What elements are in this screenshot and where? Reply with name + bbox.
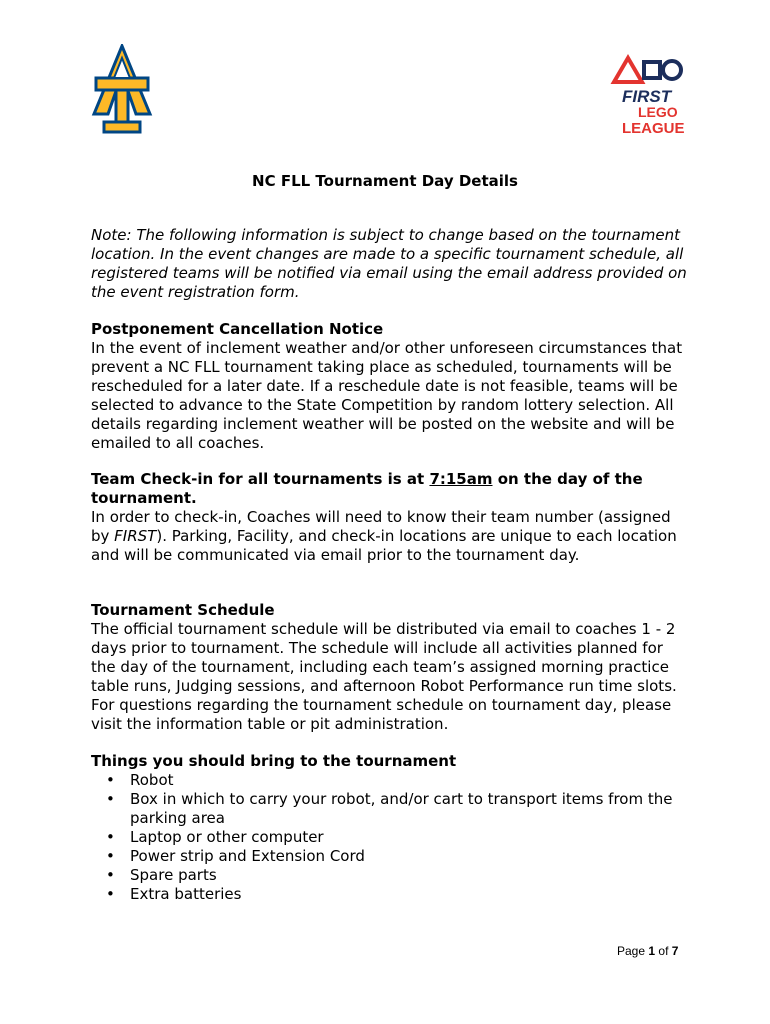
checkin-heading-post: on the day of the tournament. bbox=[91, 470, 643, 507]
of-label: of bbox=[658, 944, 669, 958]
list-item: • Box in which to carry your robot, and/or cart to transport items from the parking area bbox=[91, 790, 691, 828]
schedule-body: The official tournament schedule will be distributed via email to coaches 1 - 2 days prior to tournament. The schedule will include all activities planned for the day of the tournament, including each team’s assigned morning practice table runs, Judging sessions, and afternoon Robot Performance run time slots. For questions regarding the tournament schedule on tournament day, please visit the information table or pit administration. bbox=[91, 620, 677, 733]
checkin-body-pre: In order to check-in, Coaches will need to know their team number (assigned by bbox=[91, 508, 671, 545]
schedule-section bbox=[91, 601, 691, 734]
checkin-section bbox=[91, 470, 691, 565]
list-item: • Robot bbox=[91, 771, 691, 790]
postponement-heading: Postponement Cancellation Notice bbox=[91, 320, 384, 338]
page-footer bbox=[617, 944, 678, 958]
checkin-time: 7:15am bbox=[429, 470, 493, 488]
bring-list bbox=[91, 771, 691, 904]
checkin-heading-pre: Team Check-in for all tournaments is at bbox=[91, 470, 430, 488]
list-item: • Extra batteries bbox=[91, 885, 691, 904]
page-current: 1 bbox=[648, 944, 656, 958]
lego-text: LEGO bbox=[638, 104, 678, 120]
page-title: NC FLL Tournament Day Details bbox=[252, 172, 518, 190]
checkin-body-post: ). Parking, Facility, and check-in locations are unique to each location and will be communicated via email prior to the tournament day. bbox=[91, 527, 677, 564]
bring-heading: Things you should bring to the tournament bbox=[91, 752, 457, 770]
checkin-body bbox=[91, 508, 691, 565]
list-item: • Power strip and Extension Cord bbox=[91, 847, 691, 866]
first-text: FIRST bbox=[622, 87, 672, 106]
note-paragraph: Note: The following information is subject to change based on the tournament location. In the event changes are made to a specific tournament schedule, all registered teams will be notified via email using the email address provided on the event registration form. bbox=[91, 226, 687, 301]
page-label: Page bbox=[617, 944, 646, 958]
schedule-heading: Tournament Schedule bbox=[91, 601, 275, 619]
list-item: • Spare parts bbox=[91, 866, 691, 885]
first-lego-league-logo bbox=[608, 54, 700, 136]
postponement-section bbox=[91, 320, 691, 453]
postponement-body: In the event of inclement weather and/or other unforeseen circumstances that prevent a NC FLL tournament taking place as scheduled, tournaments will be rescheduled for a later date. If a reschedule date is not feasible, teams will be selected to advance to the State Competition by random lottery selection. All details regarding inclement weather will be posted on the website and will be emailed to all coaches. bbox=[91, 339, 683, 452]
league-text: LEAGUE bbox=[622, 120, 685, 136]
checkin-heading bbox=[91, 470, 691, 508]
page-total: 7 bbox=[671, 944, 679, 958]
list-item: • Laptop or other computer bbox=[91, 828, 691, 847]
nc-at-logo bbox=[90, 44, 154, 136]
first-italic: FIRST bbox=[114, 527, 157, 545]
bring-section bbox=[91, 752, 691, 904]
